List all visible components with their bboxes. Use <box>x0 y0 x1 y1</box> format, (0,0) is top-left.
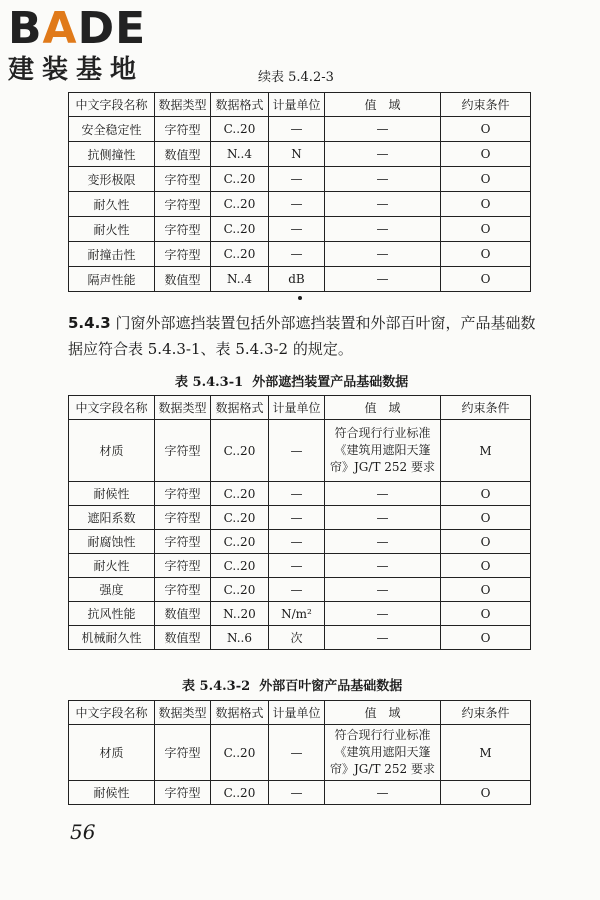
table-cell: 抗侧撞性 <box>69 142 155 167</box>
table-cell: 耐久性 <box>69 192 155 217</box>
table-cell: N/m² <box>269 602 325 626</box>
table-header-row <box>69 93 531 117</box>
table-cell: O <box>441 217 531 242</box>
table-cell: — <box>269 725 325 781</box>
section-5-4-3-paragraph <box>68 310 538 362</box>
table-row <box>69 242 531 267</box>
table-cell: 隔声性能 <box>69 267 155 292</box>
table-cell: 变形极限 <box>69 167 155 192</box>
table-cell: — <box>325 217 441 242</box>
table-row <box>69 554 531 578</box>
table-cell: 符合现行行业标准《建筑用遮阳天篷帘》JG/T 252 要求 <box>325 420 441 482</box>
table-cell: 字符型 <box>155 242 211 267</box>
table-cell: 耐候性 <box>69 482 155 506</box>
table-cell: O <box>441 554 531 578</box>
table3-caption: 表 5.4.3-2 外部百叶窗产品基础数据 <box>182 679 403 694</box>
table-cell: 字符型 <box>155 530 211 554</box>
table-cell: C..20 <box>211 217 269 242</box>
table-cell: 耐火性 <box>69 554 155 578</box>
table-cell: 字符型 <box>155 482 211 506</box>
column-header: 数据类型 <box>155 93 211 117</box>
table-cell: — <box>269 217 325 242</box>
table-row <box>69 781 531 805</box>
column-header: 数据格式 <box>211 701 269 725</box>
table-cell: O <box>441 117 531 142</box>
table-cell: 数值型 <box>155 602 211 626</box>
table-cell: 字符型 <box>155 217 211 242</box>
table-cell: O <box>441 578 531 602</box>
table-row <box>69 530 531 554</box>
table-cell: — <box>269 781 325 805</box>
table-cell: 安全稳定性 <box>69 117 155 142</box>
table-cell: — <box>269 167 325 192</box>
table-row <box>69 506 531 530</box>
column-header: 计量单位 <box>269 701 325 725</box>
table-row <box>69 192 531 217</box>
column-header: 中文字段名称 <box>69 396 155 420</box>
table-cell: M <box>441 420 531 482</box>
table-cell: C..20 <box>211 506 269 530</box>
table-cell: 字符型 <box>155 506 211 530</box>
logo-subtitle: 建装基地 <box>8 55 145 85</box>
table-row <box>69 167 531 192</box>
table-cell: — <box>269 192 325 217</box>
table-cell: C..20 <box>211 482 269 506</box>
table-row <box>69 420 531 482</box>
table-cell: 字符型 <box>155 554 211 578</box>
table-cell: 数值型 <box>155 267 211 292</box>
table-cell: 次 <box>269 626 325 650</box>
table-row <box>69 267 531 292</box>
table-row <box>69 142 531 167</box>
table-cell: — <box>325 602 441 626</box>
table-cell: — <box>325 482 441 506</box>
table-cell: — <box>325 781 441 805</box>
table-cell: O <box>441 482 531 506</box>
table-cell: 材质 <box>69 420 155 482</box>
table-row <box>69 725 531 781</box>
table2-caption: 表 5.4.3-1 外部遮挡装置产品基础数据 <box>175 375 409 390</box>
table-cell: O <box>441 506 531 530</box>
table-cell: — <box>325 530 441 554</box>
table-cell: — <box>325 267 441 292</box>
table-cell: O <box>441 167 531 192</box>
table-header-row <box>69 701 531 725</box>
column-header: 数据格式 <box>211 396 269 420</box>
table-cell: — <box>269 117 325 142</box>
table-cell: C..20 <box>211 192 269 217</box>
column-header: 中文字段名称 <box>69 93 155 117</box>
table1-caption: 续表 5.4.2-3 <box>258 70 334 85</box>
table-cell: — <box>269 554 325 578</box>
table-cell: 机械耐久性 <box>69 626 155 650</box>
table-5-4-2-3-cont <box>68 92 531 292</box>
table-cell: O <box>441 142 531 167</box>
table-row <box>69 578 531 602</box>
table-cell: N..4 <box>211 267 269 292</box>
logo-wordmark: BADE <box>8 3 147 54</box>
table-cell: C..20 <box>211 554 269 578</box>
table-cell: 耐腐蚀性 <box>69 530 155 554</box>
table-cell: N..4 <box>211 142 269 167</box>
table-cell: 耐候性 <box>69 781 155 805</box>
stray-dot <box>298 296 302 300</box>
table-cell: 数值型 <box>155 626 211 650</box>
column-header: 约束条件 <box>441 701 531 725</box>
table-row <box>69 482 531 506</box>
table-cell: 符合现行行业标准《建筑用遮阳天篷帘》JG/T 252 要求 <box>325 725 441 781</box>
column-header: 计量单位 <box>269 396 325 420</box>
table-cell: 字符型 <box>155 781 211 805</box>
column-header: 中文字段名称 <box>69 701 155 725</box>
table-cell: — <box>269 242 325 267</box>
table-cell: — <box>325 167 441 192</box>
table-cell: — <box>269 506 325 530</box>
table-cell: C..20 <box>211 578 269 602</box>
table-cell: 耐撞击性 <box>69 242 155 267</box>
table-header-row <box>69 396 531 420</box>
table-cell: — <box>269 420 325 482</box>
table-cell: C..20 <box>211 242 269 267</box>
table-cell: O <box>441 530 531 554</box>
table-cell: 字符型 <box>155 192 211 217</box>
table-cell: — <box>325 554 441 578</box>
table-cell: N..6 <box>211 626 269 650</box>
table-cell: — <box>325 242 441 267</box>
table-cell: 字符型 <box>155 167 211 192</box>
table-cell: — <box>325 192 441 217</box>
table-cell: 数值型 <box>155 142 211 167</box>
table-row <box>69 117 531 142</box>
column-header: 数据格式 <box>211 93 269 117</box>
table-cell: — <box>325 117 441 142</box>
table-cell: 耐火性 <box>69 217 155 242</box>
table-row <box>69 602 531 626</box>
column-header: 值 域 <box>325 396 441 420</box>
column-header: 约束条件 <box>441 396 531 420</box>
table-cell: 字符型 <box>155 420 211 482</box>
table-5-4-3-2 <box>68 700 531 805</box>
column-header: 约束条件 <box>441 93 531 117</box>
table-cell: 抗风性能 <box>69 602 155 626</box>
table-row <box>69 217 531 242</box>
table-cell: 遮阳系数 <box>69 506 155 530</box>
column-header: 数据类型 <box>155 701 211 725</box>
table-cell: M <box>441 725 531 781</box>
table-cell: 字符型 <box>155 578 211 602</box>
table-cell: N..20 <box>211 602 269 626</box>
table-row <box>69 626 531 650</box>
site-logo <box>8 4 178 86</box>
table-cell: C..20 <box>211 725 269 781</box>
table-cell: — <box>269 530 325 554</box>
section-number: 5.4.3 <box>68 314 111 332</box>
column-header: 值 域 <box>325 701 441 725</box>
table-cell: — <box>325 626 441 650</box>
column-header: 数据类型 <box>155 396 211 420</box>
table-cell: C..20 <box>211 420 269 482</box>
table-cell: 强度 <box>69 578 155 602</box>
table-cell: C..20 <box>211 117 269 142</box>
table-cell: — <box>325 578 441 602</box>
table-cell: C..20 <box>211 167 269 192</box>
column-header: 值 域 <box>325 93 441 117</box>
table-cell: 字符型 <box>155 725 211 781</box>
table-cell: O <box>441 267 531 292</box>
table-cell: — <box>325 506 441 530</box>
table-cell: 字符型 <box>155 117 211 142</box>
column-header: 计量单位 <box>269 93 325 117</box>
table-cell: dB <box>269 267 325 292</box>
table-cell: C..20 <box>211 530 269 554</box>
section-text: 门窗外部遮挡装置包括外部遮挡装置和外部百叶窗，产品基础数据应符合表 5.4.3-1、表 5.4.3-2 的规定。 <box>68 314 536 358</box>
table-cell: N <box>269 142 325 167</box>
table-cell: — <box>269 578 325 602</box>
table-cell: — <box>269 482 325 506</box>
table-cell: O <box>441 602 531 626</box>
table-cell: O <box>441 192 531 217</box>
table-cell: O <box>441 781 531 805</box>
page-number: 56 <box>70 820 96 844</box>
table-cell: C..20 <box>211 781 269 805</box>
table-cell: 材质 <box>69 725 155 781</box>
table-5-4-3-1 <box>68 395 531 650</box>
table-cell: O <box>441 242 531 267</box>
table-cell: — <box>325 142 441 167</box>
table-cell: O <box>441 626 531 650</box>
